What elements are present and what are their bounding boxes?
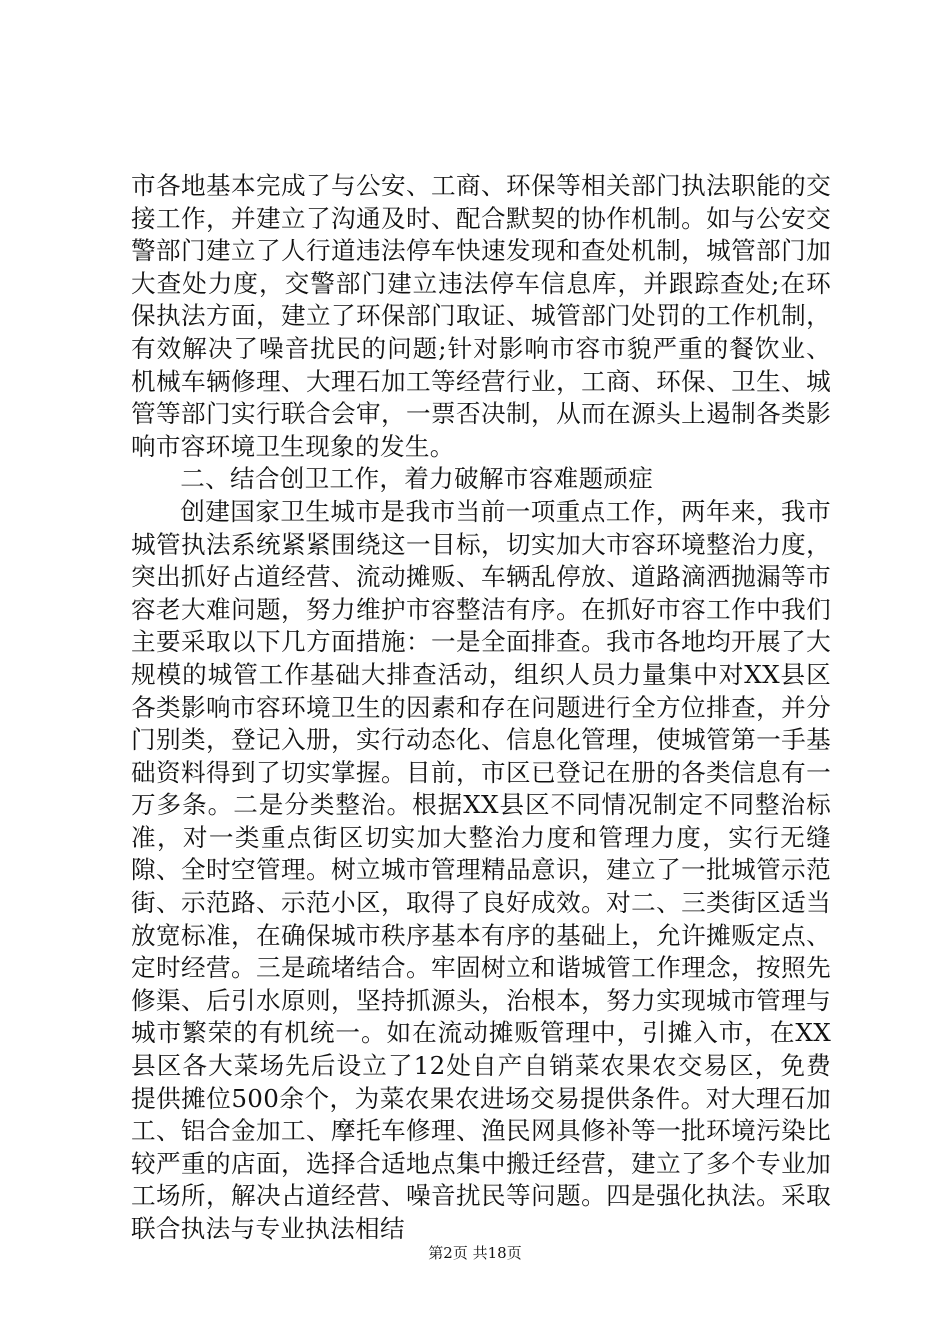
section-heading: 二、结合创卫工作，着力破解市容难题顽症: [180, 464, 654, 494]
page-number-footer: 第2页 共18页: [428, 1244, 522, 1262]
paragraph-body: 创建国家卫生城市是我市当前一项重点工作，两年来，我市城管执法系统紧紧围绕这一目标，切实加大市容环境整治力度，突出抓好占道经营、流动摊贩、车辆乱停放、道路滴洒抛漏等市容老大难问题，努力维护市容整洁有序。在抓好市容工作中我们主要采取以下几方面措施：一是全面排查。我市各地均开展了大规模的城管工作基础大排查活动，组织人员力量集中对XX县区各类影响市容环境卫生的因素和存在问题进行全方位排查，并分门别类，登记入册，实行动态化、信息化管理，使城管第一手基础资料得到了切实掌握。目前，市区已登记在册的各类信息有一万多条。二是分类整治。根据XX县区不同情况制定不同整治标准，对一类重点街区切实加大整治力度和管理力度，实行无缝隙、全时空管理。树立城市管理精品意识，建立了一批城管示范街、示范路、示范小区，取得了良好成效。对二、三类街区适当放宽标准，在确保城市秩序基本有序的基础上，允许摊贩定点、定时经营。三是疏堵结合。牢固树立和谐城管工作理念，按照先修渠、后引水原则，坚持抓源头，治根本，努力实现城市管理与城市繁荣的有机统一。如在流动摊贩管理中，引摊入市，在XX县区各大菜场先后设立了12处自产自销菜农果农交易区，免费提供摊位500余个，为菜农果农进场交易提供条件。对大理石加工、铝合金加工、摩托车修理、渔民网具修补等一批环境污染比较严重的店面，选择合适地点集中搬迁经营，建立了多个专业加工场所，解决占道经营、噪音扰民等问题。四是强化执法。采取联合执法与专业执法相结: [131, 496, 831, 1243]
document-body: [131, 170, 831, 1246]
paragraph-continued: 市各地基本完成了与公安、工商、环保等相关部门执法职能的交接工作，并建立了沟通及时、配合默契的协作机制。如与公安交警部门建立了人行道违法停车快速发现和查处机制，城管部门加大查处力度，交警部门建立违法停车信息库，并跟踪查处;在环保执法方面，建立了环保部门取证、城管部门处罚的工作机制，有效解决了噪音扰民的问题;针对影响市容市貌严重的餐饮业、机械车辆修理、大理石加工等经营行业，工商、环保、卫生、城管等部门实行联合会审，一票否决制，从而在源头上遏制各类影响市容环境卫生现象的发生。: [131, 171, 831, 461]
